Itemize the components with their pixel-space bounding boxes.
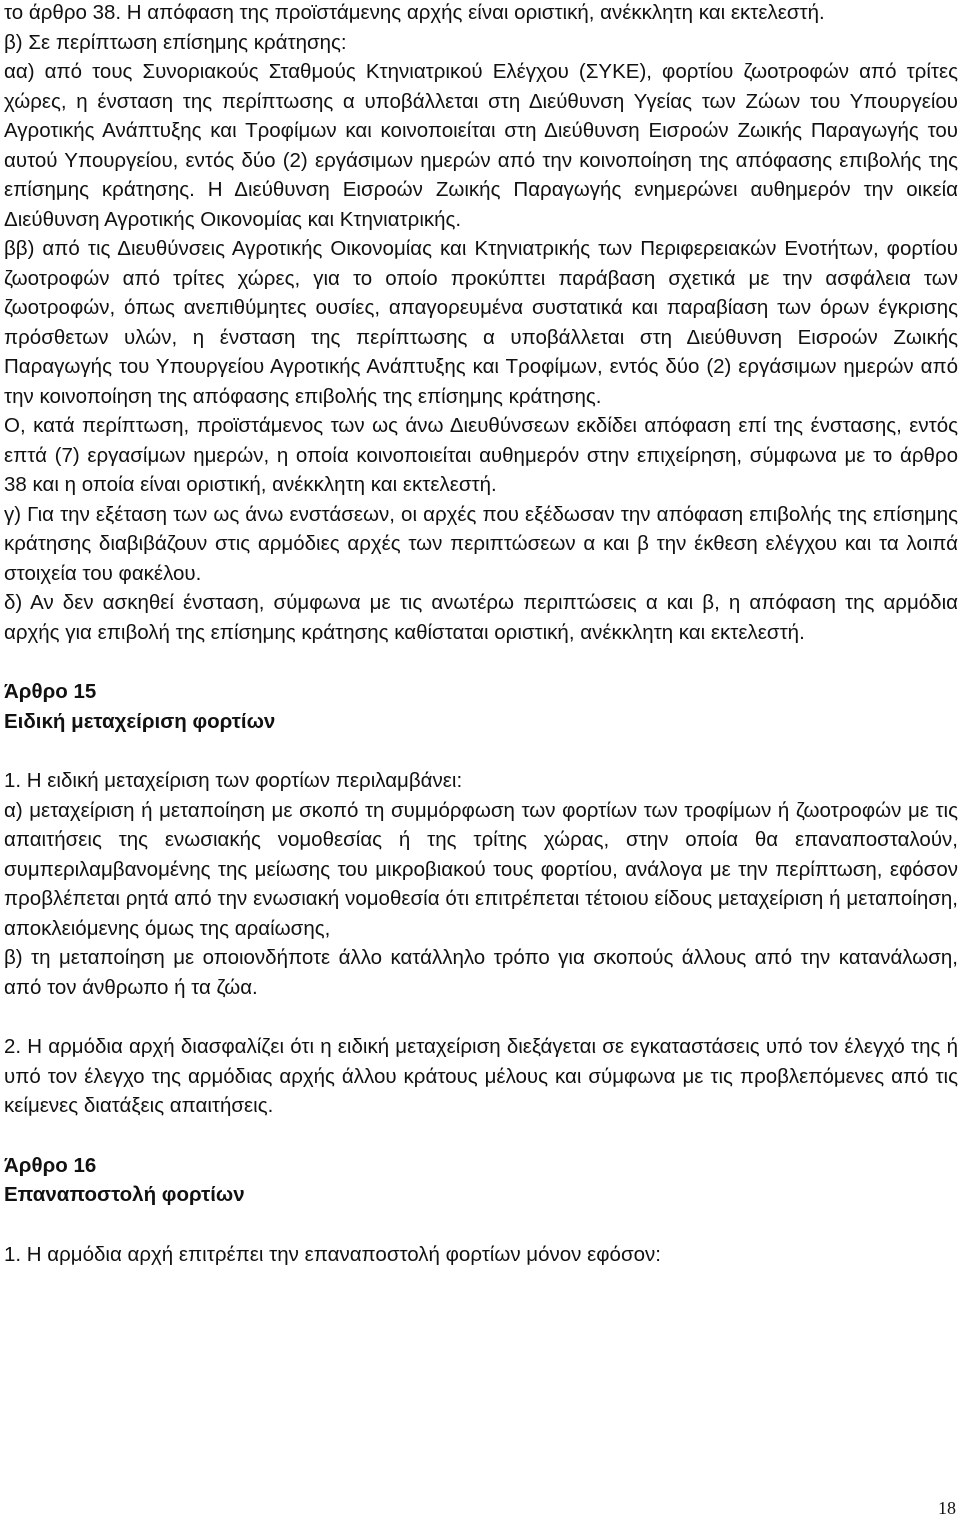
spacer (4, 647, 958, 677)
paragraph-official-detention: β) Σε περίπτωση επίσημης κράτησης: (4, 30, 347, 54)
paragraph-aa: αα) από τους Συνοριακούς Σταθμούς Κτηνιατρικού Ελέγχου (ΣΥΚΕ), φορτίου ζωοτροφών από τρίτες χώρες, η ένσταση της περίπτωσης α υποβάλλεται στη Διεύθυνση Υγείας των Ζώων του Υπουργείου Αγροτικής Ανάπτυξης και Τροφίμων και κοινοποιείται στη Διεύθυνση Εισροών Ζωικής Παραγωγής του αυτού Υπουργείου, εντός δύο (2) εργάσιμων ημερών από την κοινοποίηση της απόφασης επιβολής της επίσημης κράτησης. Η Διεύθυνση Εισροών Ζωικής Παραγωγής ενημερώνει αυθημερόν την οικεία Διεύθυνση Αγροτικής Οικονομίας και Κτηνιατρικής. (4, 60, 958, 231)
article-15-paragraph-1a: α) μεταχείριση ή μεταποίηση με σκοπό τη συμμόρφωση των φορτίων των τροφίμων ή ζωοτροφών με τις απαιτήσεις της ενωσιακής νομοθεσίας ή της τρίτης χώρας, στην οποία θα επαναποσταλούν, συμπεριλαμβανομένης της μείωσης του μικροβιακού τους φορτίου, ανάλογα με την περίπτωση, εφόσον προβλέπεται ρητά από την ενωσιακή νομοθεσία ότι επιτρέπεται τέτοιου είδους μεταχείριση ή μεταποίηση, αποκλειόμενης όμως της αραίωσης, (4, 798, 958, 940)
article-15-paragraph-1b: β) τη μεταποίηση με οποιονδήποτε άλλο κατάλληλο τρόπο για σκοπούς άλλους από την κατανάλωση, από τον άνθρωπο ή τα ζώα. (4, 946, 958, 999)
spacer (4, 1002, 958, 1032)
paragraph-c: γ) Για την εξέταση των ως άνω ενστάσεων, οι αρχές που εξέδωσαν την απόφαση επιβολής της επίσημης κράτησης διαβιβάζουν στις αρμόδιες αρχές των περιπτώσεων α και β την έκθεση ελέγχου και τα λοιπά στοιχεία του φακέλου. (4, 502, 958, 585)
spacer (4, 1210, 958, 1240)
article-16-paragraph-1: 1. Η αρμόδια αρχή επιτρέπει την επαναποστολή φορτίων μόνον εφόσον: (4, 1242, 661, 1266)
page-number: 18 (938, 1498, 956, 1518)
paragraph-bb: ββ) από τις Διευθύνσεις Αγροτικής Οικονομίας και Κτηνιατρικής των Περιφερειακών Ενοτήτων, φορτίου ζωοτροφών από τρίτες χώρες, για το οποίο προκύπτει παράβαση σχετικά με την ασφάλεια των ζωοτροφών, όπως ανεπιθύμητες ουσίες, απαγορευμένα συστατικά και παραβίαση των όρων έγκρισης πρόσθετων υλών, η ένσταση της περίπτωσης α υποβάλλεται στη Διεύθυνση Εισροών Ζωικής Παραγωγής του Υπουργείου Αγροτικής Ανάπτυξης και Τροφίμων, εντός δύο (2) εργάσιμων ημερών από την κοινοποίηση της απόφασης επιβολής της επίσημης κράτησης. (4, 237, 958, 408)
document-page (4, 0, 958, 1269)
paragraph-d: δ) Αν δεν ασκηθεί ένσταση, σύμφωνα με τις ανωτέρω περιπτώσεις α και β, η απόφαση της αρμόδια αρχής για επιβολή της επίσημης κράτησης καθίσταται οριστική, ανέκκλητη και εκτελεστή. (4, 591, 958, 644)
article-15-title: Ειδική μεταχείριση φορτίων (4, 709, 276, 733)
spacer (4, 736, 958, 766)
article-16-title: Επαναποστολή φορτίων (4, 1183, 245, 1206)
article-15-paragraph-1: 1. Η ειδική μεταχείριση των φορτίων περιλαμβάνει: (4, 769, 463, 792)
paragraph-article14-decision: το άρθρο 38. Η απόφαση της προϊστάμενης αρχής είναι οριστική, ανέκκλητη και εκτελεστή. (4, 1, 825, 24)
spacer (4, 1121, 958, 1151)
article-15-number: Άρθρο 15 (4, 680, 97, 703)
article-16-number: Άρθρο 16 (4, 1153, 97, 1177)
article-15-paragraph-2: 2. Η αρμόδια αρχή διασφαλίζει ότι η ειδική μεταχείριση διεξάγεται σε εγκαταστάσεις υπό τον έλεγχό της ή υπό τον έλεγχο της αρμόδιας αρχής άλλου κράτους μέλους και σύμφωνα με τις προβλεπόμενες από τις κείμενες διατάξεις απαιτήσεις. (4, 1035, 958, 1117)
paragraph-director-decision: Ο, κατά περίπτωση, προϊστάμενος των ως άνω Διευθύνσεων εκδίδει απόφαση επί της ένστασης, εντός επτά (7) εργασίμων ημερών, η οποία κοινοποιείται αυθημερόν στην επιχείρηση, σύμφωνα με το άρθρο 38 και η οποία είναι οριστική, ανέκκλητη και εκτελεστή. (4, 414, 958, 496)
